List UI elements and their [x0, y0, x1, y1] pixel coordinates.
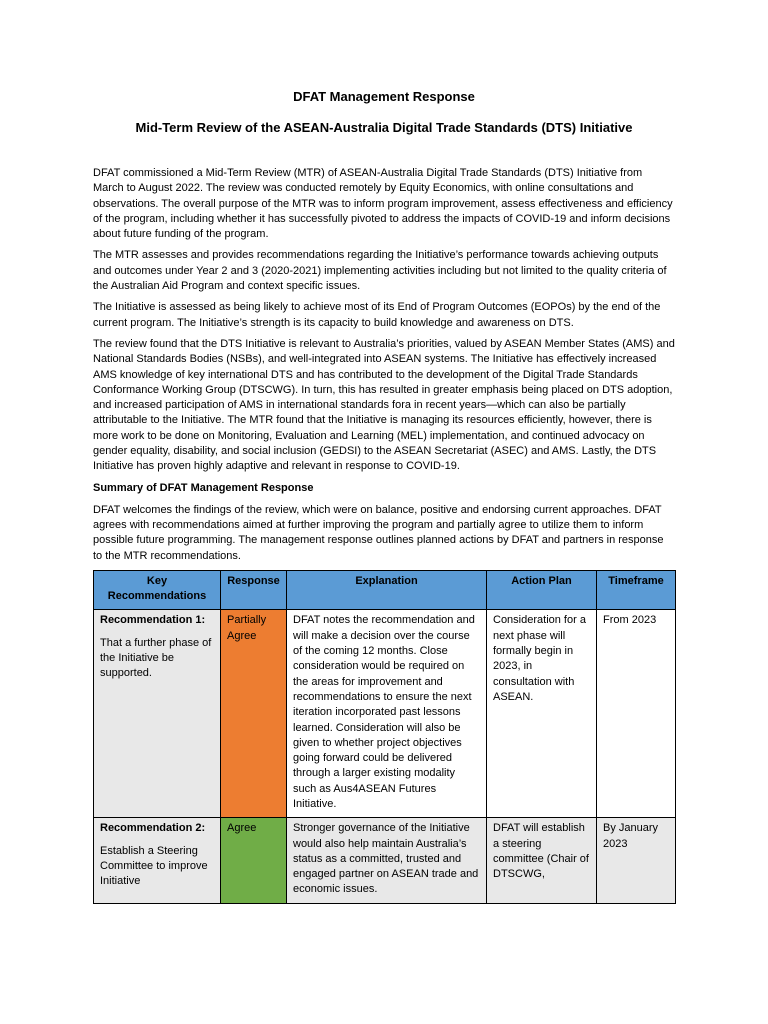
- response-cell: Agree: [221, 818, 287, 903]
- timeframe-cell: By January 2023: [597, 818, 676, 903]
- document-title: DFAT Management Response: [293, 89, 475, 104]
- paragraph-findings: The review found that the DTS Initiative is relevant to Australia’s priorities, valued by ASEAN Member States (AMS) and National Standards Bodies (NSBs), and well-integrated into ASEAN systems. The Initiative has effectively increased AMS knowledge of key international DTS and has contributed to the development of the Digital Trade Standards Conformance Working Group (DTSCWG). In turn, this has resulted in greater emphasis being placed on DTS adoption, and increased participation of AMS in international standards fora in recent years—which can also be partially attributable to the Initiative. The MTR found that the Initiative is managing its resources efficiently, however, there is more work to be done on Monitoring, Evaluation and Learning (MEL) implementation, and continued advocacy on gender equality, disability, and social inclusion (GEDSI) to the ASEAN Secretariat (ASEC) and AMS. Lastly, the DTS Initiative has proven highly adaptive and relevant in response to COVID-19.: [93, 337, 675, 473]
- action-plan-cell: DFAT will establish a steering committee (Chair of DTSCWG,: [487, 818, 597, 903]
- recommendation-cell: [94, 610, 221, 818]
- recommendation-text: Establish a Steering Committee to improve Initiative: [100, 844, 208, 888]
- summary-heading: Summary of DFAT Management Response: [93, 481, 314, 494]
- header-explanation: Explanation: [287, 570, 487, 610]
- recommendations-table: [93, 570, 676, 904]
- header-action-plan: Action Plan: [487, 570, 597, 610]
- recommendation-label: Recommendation 1:: [100, 614, 206, 627]
- document-subtitle: Mid-Term Review of the ASEAN-Australia Digital Trade Standards (DTS) Initiative: [135, 120, 633, 135]
- table-row: [94, 610, 676, 818]
- action-plan-cell: Consideration for a next phase will formally begin in 2023, in consultation with ASEAN.: [487, 610, 597, 818]
- explanation-cell: DFAT notes the recommendation and will make a decision over the course of the coming 12 months. Close consideration would be required on the areas for improvement and recommendations to ensure the next iteration incorporated past lessons learned. Consideration will also be given to whether project objectives going forward could be delivered through a larger existing modality such as Aus4ASEAN Futures Initiative.: [287, 610, 487, 818]
- response-cell: Partially Agree: [221, 610, 287, 818]
- paragraph-intro: DFAT commissioned a Mid-Term Review (MTR) of ASEAN-Australia Digital Trade Standards (DTS) Initiative from March to August 2022. The review was conducted remotely by Equity Economics, with online consultations and observations. The overall purpose of the MTR was to inform program improvement, assess effectiveness and efficiency of the program, including whether it has successfully pivoted to address the impacts of COVID-19 and inform decisions about future funding of the program.: [93, 167, 673, 241]
- table-header-row: [94, 570, 676, 610]
- table-row: [94, 818, 676, 903]
- timeframe-cell: From 2023: [597, 610, 676, 818]
- header-key-recommendations: Key Recommendations: [94, 570, 221, 610]
- explanation-cell: Stronger governance of the Initiative would also help maintain Australia’s status as a committed, trusted and engaged partner on ASEAN trade and economic issues.: [287, 818, 487, 903]
- document-page: [93, 88, 675, 904]
- header-timeframe: Timeframe: [597, 570, 676, 610]
- summary-paragraph: DFAT welcomes the findings of the review, which were on balance, positive and endorsing current approaches. DFAT agrees with recommendations aimed at further improving the program and partially agree to utilize them to inform possible future programming. The management response outlines planned actions by DFAT and partners in response to the MTR recommendations.: [93, 503, 664, 562]
- recommendation-text: That a further phase of the Initiative be supported.: [100, 636, 212, 680]
- recommendation-cell: [94, 818, 221, 903]
- paragraph-eopo: The Initiative is assessed as being likely to achieve most of its End of Program Outcomes (EOPOs) by the end of the current program. The Initiative’s strength is its capacity to build knowledge and awareness on DTS.: [93, 301, 661, 329]
- recommendation-label: Recommendation 2:: [100, 822, 206, 835]
- paragraph-assessment-scope: The MTR assesses and provides recommendations regarding the Initiative’s performance towards achieving outputs and outcomes under Year 2 and 3 (2020-2021) implementing activities including but not limited to the quality criteria of the Australian Aid Program and context specific issues.: [93, 249, 667, 293]
- header-response: Response: [221, 570, 287, 610]
